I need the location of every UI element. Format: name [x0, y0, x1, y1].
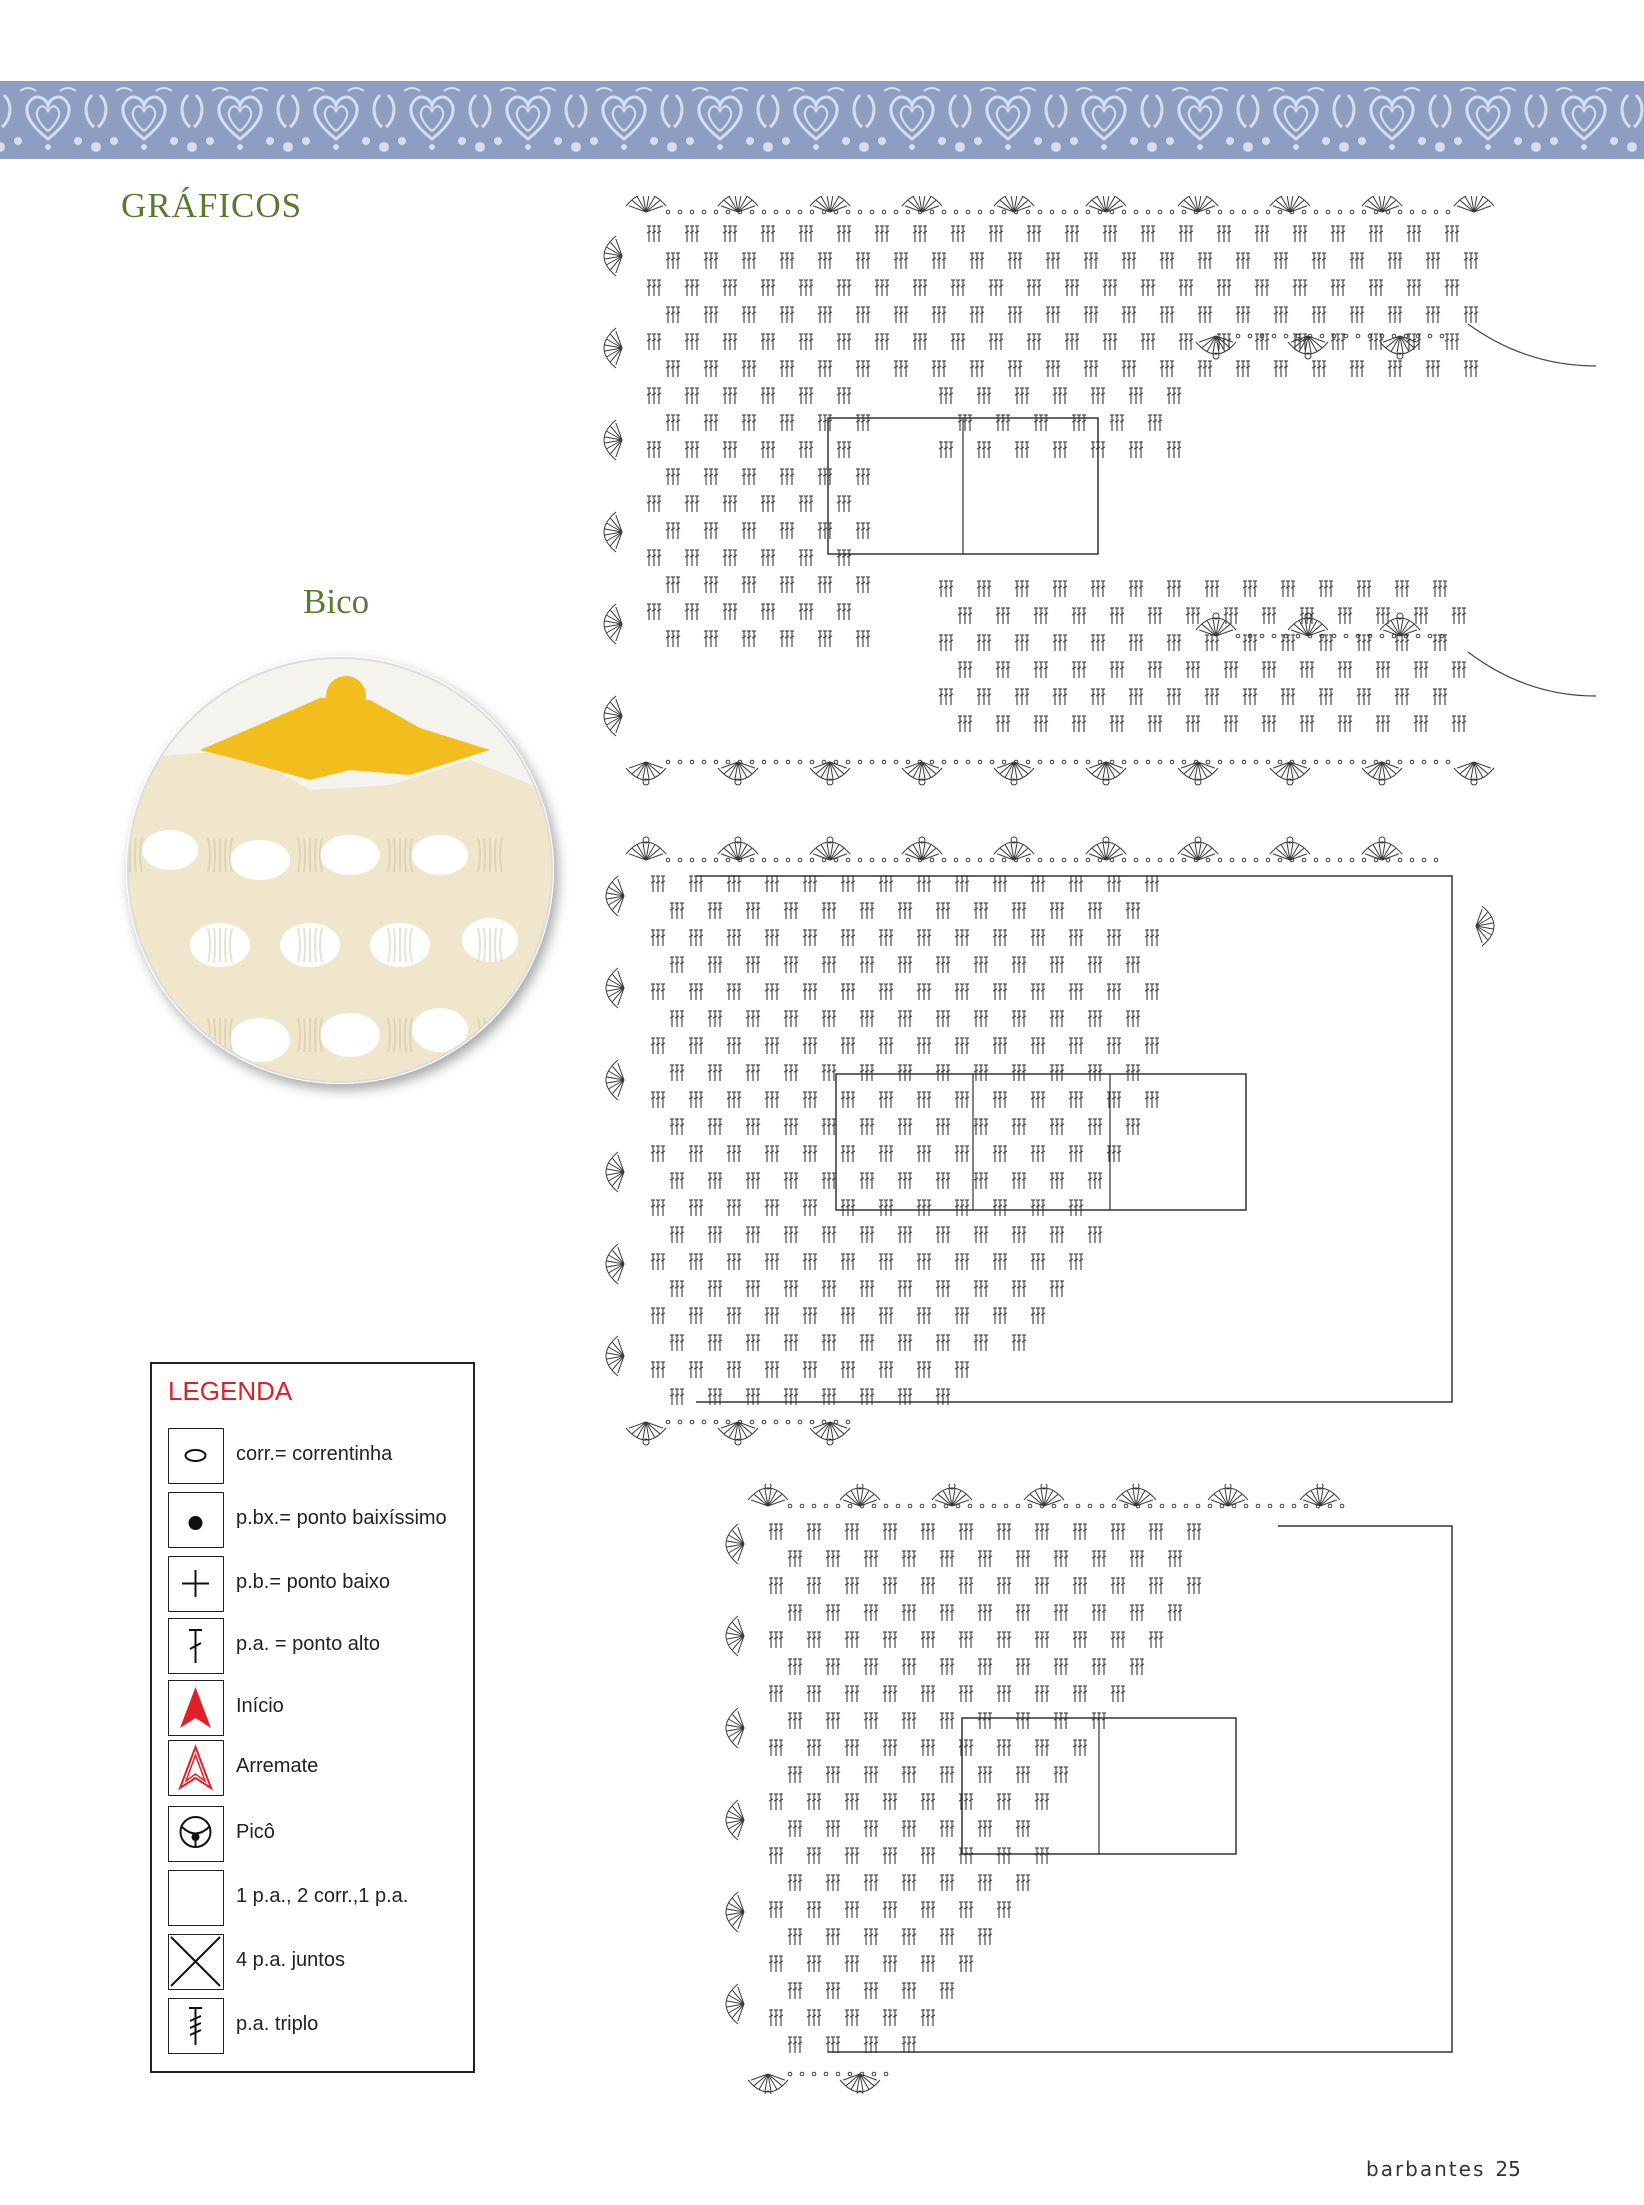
legend-label: p.b.= ponto baixo	[236, 1571, 391, 1593]
double-crochet-icon	[168, 1618, 224, 1674]
crochet-edging-photo	[110, 640, 570, 1100]
photo-label: Bico	[303, 582, 370, 621]
legend-label: Início	[236, 1695, 284, 1717]
page-number: 25	[1495, 2157, 1521, 2181]
legend-item	[168, 1740, 468, 1796]
legend-item	[168, 1618, 468, 1674]
legend-label: 4 p.a. juntos	[236, 1949, 345, 1971]
legend-item	[168, 1492, 468, 1548]
legend-item	[168, 1998, 468, 2054]
legend-item	[168, 1934, 468, 1990]
decorative-banner	[0, 81, 1644, 159]
page-footer	[1366, 2157, 1521, 2181]
single-crochet-icon	[168, 1556, 224, 1612]
legend-label: 1 p.a., 2 corr.,1 p.a.	[236, 1885, 409, 1907]
start-marker-icon	[168, 1680, 224, 1736]
legend-item	[168, 1556, 468, 1612]
treble-crochet-icon	[168, 1998, 224, 2054]
legend-panel	[150, 1362, 475, 2073]
legend-label: Arremate	[236, 1755, 319, 1777]
crochet-chart-u-shape	[596, 196, 1606, 796]
picot-icon	[168, 1806, 224, 1862]
chain-stitch-icon	[168, 1428, 224, 1484]
crochet-chart-corner-two-squares	[718, 1484, 1478, 2094]
legend-item	[168, 1870, 468, 1926]
legend-label: corr.= correntinha	[236, 1443, 393, 1465]
finish-marker-icon	[168, 1740, 224, 1796]
footer-brand: barbantes	[1366, 2157, 1486, 2181]
legend-label: p.bx.= ponto baixíssimo	[236, 1507, 447, 1529]
legend-item	[168, 1806, 468, 1862]
crochet-chart-corner-three-squares	[596, 836, 1516, 1446]
decrease-icon	[168, 1934, 224, 1990]
legend-item	[168, 1680, 468, 1736]
legend-label: Picô	[236, 1821, 275, 1843]
legend-label: p.a. = ponto alto	[236, 1633, 381, 1655]
section-title: GRÁFICOS	[121, 186, 303, 225]
slip-stitch-icon	[168, 1492, 224, 1548]
legend-title: LEGENDA	[168, 1376, 293, 1406]
legend-item	[168, 1428, 468, 1484]
legend-label: p.a. triplo	[236, 2013, 319, 2035]
open-mesh-icon	[168, 1870, 224, 1926]
